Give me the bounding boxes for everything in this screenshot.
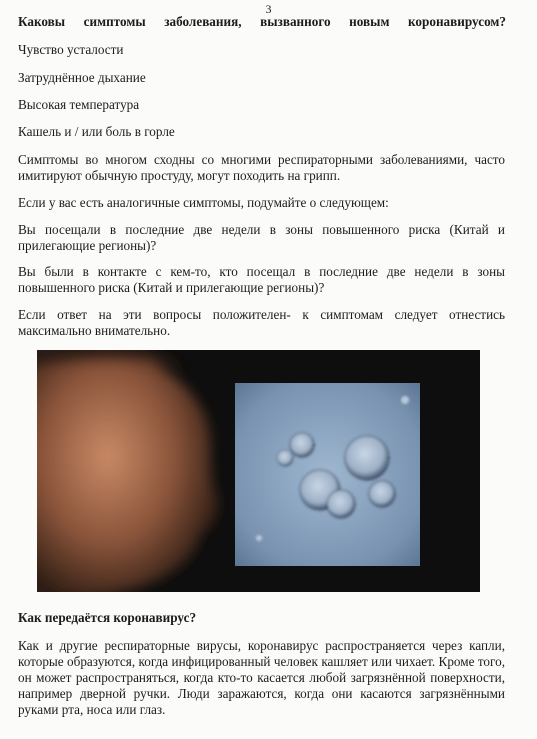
paragraph: Вы посещали в последние две недели в зоны повышенного риска (Китай и прилегающие регионы)? bbox=[18, 222, 505, 253]
symptom-item: Высокая температура bbox=[18, 97, 140, 112]
symptom-item: Кашель и / или боль в горле bbox=[18, 124, 175, 139]
section-heading: Как передаётся коронавирус? bbox=[18, 610, 197, 625]
symptom-item: Затруднённое дыхание bbox=[18, 70, 146, 85]
page-number: 3 bbox=[265, 2, 272, 16]
paragraph: Симптомы во многом сходны со многими респираторными заболеваниями, часто имитируют обычную простуду, могут походить на грипп. bbox=[18, 152, 505, 183]
micrograph-screen bbox=[235, 383, 420, 566]
coronavirus-photo bbox=[37, 350, 480, 592]
paragraph: Если ответ на эти вопросы положителен- к симптомам следует отнестись максимально внимательно. bbox=[18, 307, 505, 338]
page-heading: Каковы симптомы заболевания, вызванного новым коронавирусом? bbox=[18, 14, 506, 29]
paragraph: Если у вас есть аналогичные симптомы, подумайте о следующем: bbox=[18, 195, 389, 210]
paragraph: Как и другие респираторные вирусы, коронавирус распространяется через капли, которые образуются, когда инфицированный человек кашляет или чихает. Кроме того, он может распространяться, когда кто-то касается любой загрязнённой поверхности, например дверной ручки. Люди заражаются, когда они касаются загрязнёнными руками рта, носа или глаз. bbox=[18, 638, 505, 717]
symptom-item: Чувство усталости bbox=[18, 42, 124, 57]
paragraph: Вы были в контакте с кем-то, кто посещал в последние две недели в зоны повышенного риска (Китай и прилегающие регионы)? bbox=[18, 264, 505, 295]
